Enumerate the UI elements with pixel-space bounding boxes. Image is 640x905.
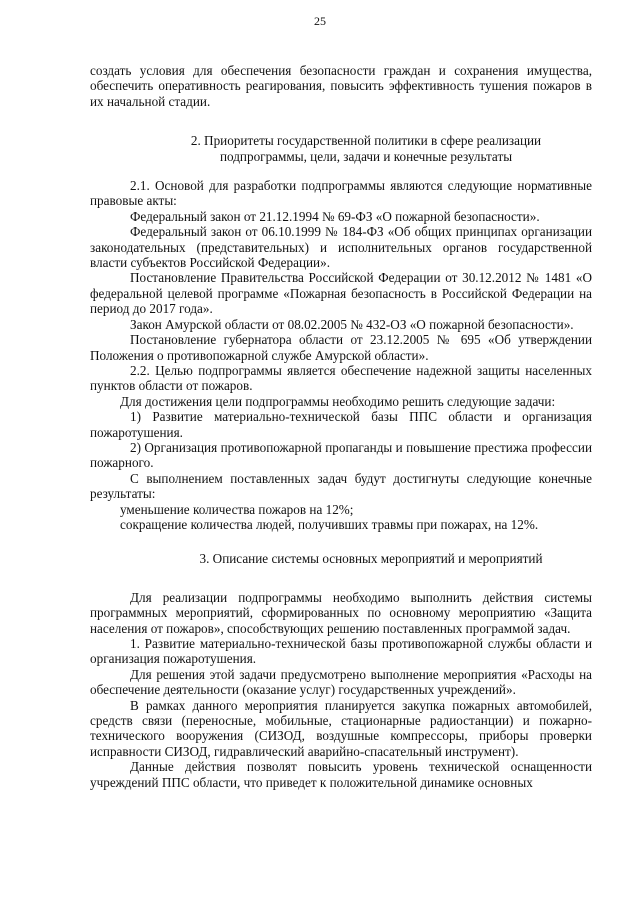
section-3-paragraph-5: Данные действия позволят повысить уровень технической оснащенности учреждений ППС области, что приведет к положительной динамике основных [90,759,592,790]
task-item-1: 1) Развитие материально-технической базы ППС области и организация пожаротушения. [90,409,592,440]
section-3-paragraph-4: В рамках данного мероприятия планируется закупка пожарных автомобилей, средств связи (переносные, мобильные, стационарные радиостанции) и пожарно-технического вооружения (СИЗОД, воздушные компрессоры, приборы проверки исправности СИЗОД, гидравлический аварийно-спасательный инструмент). [90,697,592,759]
law-item-1: Федеральный закон от 21.12.1994 № 69-ФЗ «О пожарной безопасности». [130,208,540,224]
law-item-4: Закон Амурской области от 08.02.2005 № 432-ОЗ «О пожарной безопасности». [130,316,574,332]
section-2-heading-line1: 2. Приоритеты государственной политики в сфере реализации [190,133,542,149]
tasks-intro: Для достижения цели подпрограммы необходимо решить следующие задачи: [120,393,556,409]
page-content [90,63,592,790]
result-item-1: уменьшение количества пожаров на 12%; [120,501,354,517]
section-3-paragraph-1: Для реализации подпрограммы необходимо выполнить действия системы программных мероприятий, сформированных по основному мероприятию «Защита населения от пожаров», способствующих решению поставленных программой задач. [90,589,592,636]
section-2-heading [90,133,592,164]
results-intro: С выполнением поставленных задач будут достигнуты следующие конечные результаты: [90,470,592,502]
intro-paragraph: создать условия для обеспечения безопасности граждан и сохранения имущества, обеспечить оперативность реагирования, повысить эффективность тушения пожаров в их начальной стадии. [90,63,592,109]
section-3-heading: 3. Описание системы основных мероприятий и мероприятий [199,551,543,567]
section-2-heading-line2: подпрограммы, цели, задачи и конечные результаты [219,148,513,164]
section-3-paragraph-3: Для решения этой задачи предусмотрено выполнение мероприятия «Расходы на обеспечение деятельности (оказание услуг) государственных учреждений». [90,666,592,698]
law-item-3: Постановление Правительства Российской Федерации от 30.12.2012 № 1481 «О федеральной целевой программе «Пожарная безопасность в Российской Федерации на период до 2017 года». [90,270,592,317]
task-item-2: 2) Организация противопожарной пропаганды и повышение престижа профессии пожарного. [90,439,592,471]
page-number: 25 [314,14,326,28]
law-item-2: Федеральный закон от 06.10.1999 № 184-ФЗ «Об общих принципах организации законодательных (представительных) и исполнительных органов государственной власти субъектов Российской Федерации». [90,224,592,271]
paragraph-2-1: 2.1. Основой для разработки подпрограммы являются следующие нормативные правовые акты: [90,178,592,209]
paragraph-2-2: 2.2. Целью подпрограммы является обеспечение надежной защиты населенных пунктов области от пожаров. [90,362,592,394]
section-3-paragraph-2: 1. Развитие материально-технической базы противопожарной службы области и организация пожаротушения. [90,636,592,667]
law-item-5: Постановление губернатора области от 23.12.2005 № 695 «Об утверждении Положения о противопожарной службе Амурской области». [90,332,592,363]
result-item-2: сокращение количества людей, получивших травмы при пожарах, на 12%. [120,516,539,532]
